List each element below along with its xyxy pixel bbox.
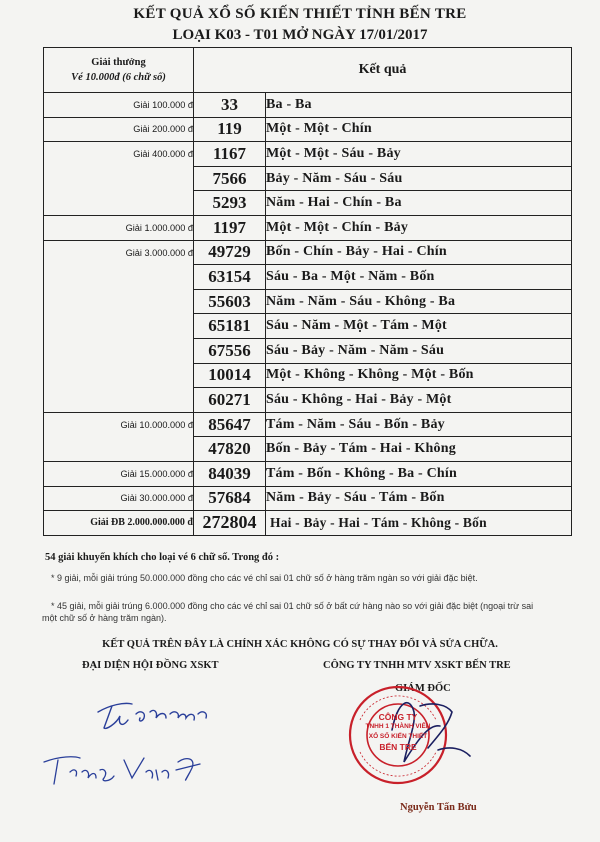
winning-number: 272804 [194, 511, 266, 536]
director-name: Nguyễn Tấn Bửu [400, 802, 477, 813]
winning-number: 85647 [194, 412, 266, 437]
handwritten-signature-left-1 [98, 703, 206, 728]
number-in-words: Bốn - Bảy - Tám - Hai - Không [266, 437, 572, 462]
consolation-note-3: một chữ số ở hàng trăm ngàn). [42, 613, 167, 623]
prize-header-line1: Giải thưởng [91, 56, 146, 68]
number-in-words: Một - Một - Chín [266, 117, 572, 142]
number-in-words: Tám - Năm - Sáu - Bốn - Bảy [266, 412, 572, 437]
winning-number: 67556 [194, 338, 266, 363]
prize-cell: Giải 100.000 đ [44, 93, 194, 118]
winning-number: 84039 [194, 461, 266, 486]
result-column-header: Kết quả [194, 48, 572, 93]
winning-number: 49729 [194, 240, 266, 265]
winning-number: 7566 [194, 166, 266, 191]
number-in-words: Bốn - Chín - Bảy - Hai - Chín [266, 240, 572, 265]
council-representative-title: ĐẠI DIỆN HỘI ĐỒNG XSKT [82, 660, 219, 671]
prize-cell: Giải 3.000.000 đ [44, 240, 194, 265]
prize-cell: Giải 30.000.000 đ [44, 486, 194, 511]
stamp-line: CÔNG TY [378, 712, 418, 722]
prize-cell: Giải 1.000.000 đ [44, 215, 194, 240]
winning-number: 63154 [194, 265, 266, 290]
stamp-line: TNHH 1 THÀNH VIÊN [365, 723, 431, 730]
winning-number: 119 [194, 117, 266, 142]
confirmation-statement: KẾT QUẢ TRÊN ĐÂY LÀ CHÍNH XÁC KHÔNG CÓ SỰ THAY ĐỔI VÀ SỬA CHỮA. [102, 639, 498, 650]
company-name: CÔNG TY TNHH MTV XSKT BẾN TRE [323, 660, 511, 671]
page-title: KẾT QUẢ XỔ SỐ KIẾN THIẾT TỈNH BẾN TRE [133, 6, 467, 22]
number-in-words: Một - Một - Chín - Bảy [266, 215, 572, 240]
prize-cell: Giải 400.000 đ [44, 142, 194, 167]
prize-cell: Giải 200.000 đ [44, 117, 194, 142]
stamp-text [360, 712, 436, 752]
handwritten-signature-left-2 [44, 757, 200, 784]
number-in-words: Sáu - Bảy - Năm - Năm - Sáu [266, 338, 572, 363]
winning-number: 10014 [194, 363, 266, 388]
consolation-note-1: * 9 giải, mỗi giải trúng 50.000.000 đồng cho các vé chỉ sai 01 chữ số ở hàng trăm ngàn so với giải đặc biệt. [51, 573, 478, 583]
number-in-words: Ba - Ba [266, 93, 572, 118]
stamp-line: BẾN TRE [379, 742, 417, 752]
number-in-words: Sáu - Không - Hai - Bảy - Một [266, 388, 572, 413]
director-title: GIÁM ĐỐC [395, 683, 451, 694]
number-in-words: Năm - Bảy - Sáu - Tám - Bốn [266, 486, 572, 511]
winning-number: 65181 [194, 314, 266, 339]
prize-cell: Giải 10.000.000 đ [44, 412, 194, 437]
consolation-note-2: * 45 giải, mỗi giải trúng 6.000.000 đồng cho các vé chỉ sai 01 chữ số ở bất cứ hàng nào so với giải đặc biệt (ngoại trừ sai [51, 601, 534, 611]
winning-number: 1167 [194, 142, 266, 167]
number-in-words: Sáu - Năm - Một - Tám - Một [266, 314, 572, 339]
number-in-words: Sáu - Ba - Một - Năm - Bốn [266, 265, 572, 290]
winning-number: 60271 [194, 388, 266, 413]
number-in-words: Một - Không - Không - Một - Bốn [266, 363, 572, 388]
stamp-line: XỔ SỐ KIẾN THIẾT [368, 733, 428, 740]
prize-cell: Giải ĐB 2.000.000.000 đ [44, 511, 194, 536]
winning-number: 1197 [194, 215, 266, 240]
prize-cell: Giải 15.000.000 đ [44, 461, 194, 486]
number-in-words: Bảy - Năm - Sáu - Sáu [266, 166, 572, 191]
number-in-words: Tám - Bốn - Không - Ba - Chín [266, 461, 572, 486]
winning-number: 57684 [194, 486, 266, 511]
winning-number: 55603 [194, 289, 266, 314]
winning-number: 5293 [194, 191, 266, 216]
number-in-words: Một - Một - Sáu - Bảy [266, 142, 572, 167]
page-subtitle: LOẠI K03 - T01 MỞ NGÀY 17/01/2017 [172, 27, 428, 43]
winning-number: 47820 [194, 437, 266, 462]
number-in-words: Hai - Bảy - Hai - Tám - Không - Bốn [266, 511, 572, 536]
consolation-heading: 54 giải khuyến khích cho loại vé 6 chữ số. Trong đó : [45, 552, 280, 563]
number-in-words: Năm - Năm - Sáu - Không - Ba [266, 289, 572, 314]
number-in-words: Năm - Hai - Chín - Ba [266, 191, 572, 216]
prize-header-line2: Vé 10.000đ (6 chữ số) [71, 72, 166, 83]
winning-number: 33 [194, 93, 266, 118]
